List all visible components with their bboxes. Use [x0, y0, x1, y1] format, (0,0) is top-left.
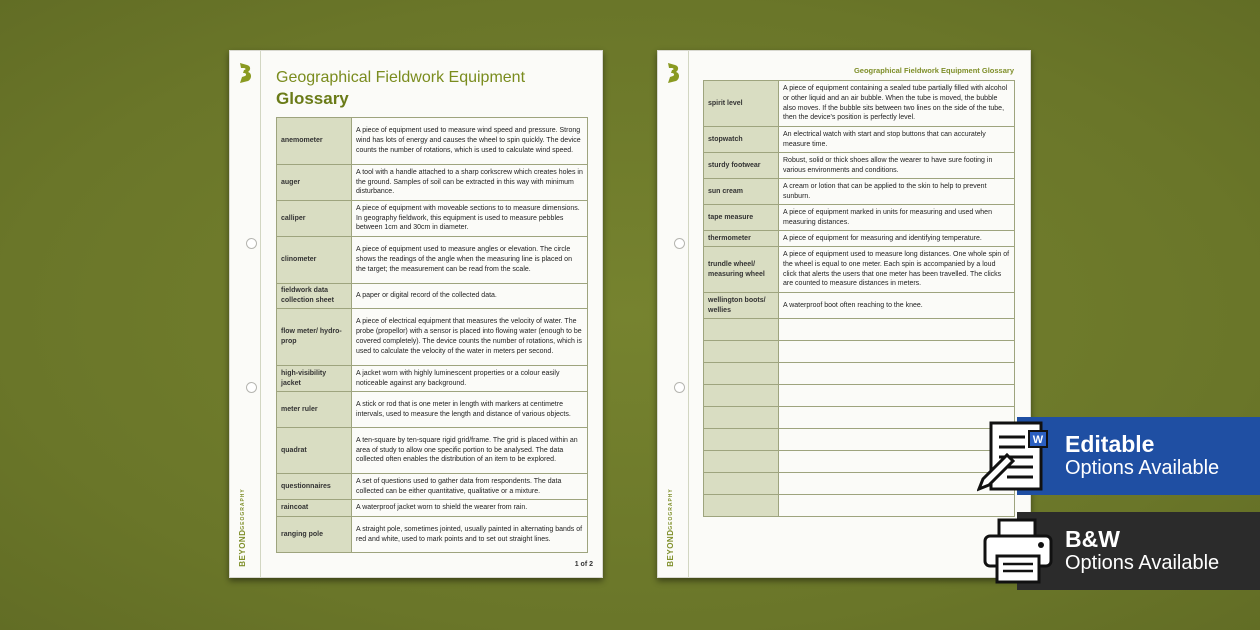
glossary-term: quadrat — [277, 428, 352, 474]
worksheet-page-1 — [229, 50, 603, 578]
bw-title: B&W — [1065, 526, 1120, 552]
glossary-term: trundle wheel/ measuring wheel — [704, 247, 779, 293]
table-row — [277, 201, 588, 237]
glossary-term: raincoat — [277, 500, 352, 517]
empty-definition-cell — [779, 385, 1015, 407]
glossary-definition: A piece of equipment marked in units for measuring and used when measuring distances. — [779, 205, 1015, 231]
editable-banner[interactable] — [1017, 417, 1260, 495]
glossary-term: thermometer — [704, 231, 779, 247]
glossary-definition: A piece of equipment used to measure wind speed and pressure. Strong wind has lots of energy and causes the wheel to spin quickly. The device counts the number of rotations, which is used to calculate wind speed. — [352, 118, 588, 165]
empty-row — [704, 451, 1015, 473]
printer-icon — [981, 518, 1057, 584]
empty-term-cell — [704, 341, 779, 363]
table-row — [277, 284, 588, 309]
brand-label: BEYONDGEOGRAPHY — [666, 488, 675, 567]
page-header: Geographical Fieldwork Equipment Glossary — [853, 66, 1014, 75]
empty-row — [704, 407, 1015, 429]
table-row — [704, 247, 1015, 293]
glossary-definition: A piece of equipment containing a sealed tube partially filled with alcohol or other liquid and an air bubble. When the tube is moved, the bubble also moves. If the bubble sits between two lines on the side of the tube, then the device's position is perfectly level. — [779, 81, 1015, 127]
glossary-table — [703, 80, 1015, 517]
table-row — [277, 428, 588, 474]
table-row — [277, 474, 588, 500]
glossary-term: wellington boots/ wellies — [704, 293, 779, 319]
glossary-term: questionnaires — [277, 474, 352, 500]
empty-row — [704, 341, 1015, 363]
empty-term-cell — [704, 451, 779, 473]
beyond-logo-icon — [665, 62, 681, 84]
brand-label: BEYONDGEOGRAPHY — [238, 488, 247, 567]
glossary-term: ranging pole — [277, 517, 352, 553]
worksheet-page-2 — [657, 50, 1031, 578]
glossary-term: sturdy footwear — [704, 153, 779, 179]
svg-text:W: W — [1032, 434, 1044, 446]
empty-term-cell — [704, 363, 779, 385]
table-row — [277, 118, 588, 165]
glossary-definition: A cream or lotion that can be applied to the skin to help to prevent sunburn. — [779, 179, 1015, 205]
punch-hole — [674, 382, 685, 393]
side-strip — [230, 51, 261, 577]
glossary-term: flow meter/ hydro-prop — [277, 309, 352, 366]
side-strip — [658, 51, 689, 577]
glossary-term: tape measure — [704, 205, 779, 231]
empty-term-cell — [704, 429, 779, 451]
empty-row — [704, 473, 1015, 495]
table-row — [704, 231, 1015, 247]
glossary-definition: A tool with a handle attached to a sharp corkscrew which creates holes in the ground. Samples of soil can be extracted in this way with minimum disturbance. — [352, 165, 588, 201]
glossary-term: meter ruler — [277, 392, 352, 428]
empty-term-cell — [704, 495, 779, 517]
table-row — [277, 165, 588, 201]
glossary-definition: A stick or rod that is one meter in length with markers at centimetre intervals, used to measure the length and distance of various objects. — [352, 392, 588, 428]
glossary-definition: A piece of equipment used to measure angles or elevation. The circle shows the readings of the angle when the measuring line is placed on the target; the measurement can be read from the scale. — [352, 237, 588, 284]
empty-term-cell — [704, 407, 779, 429]
glossary-definition: A straight pole, sometimes jointed, usually painted in alternating bands of red and white, used to mark points and to set out straight lines. — [352, 517, 588, 553]
glossary-definition: A set of questions used to gather data from respondents. The data collected can be either quantitative, qualitative or a mixture. — [352, 474, 588, 500]
empty-term-cell — [704, 385, 779, 407]
page-title: Geographical Fieldwork Equipment — [276, 69, 526, 86]
glossary-definition: A waterproof jacket worn to shield the wearer from rain. — [352, 500, 588, 517]
table-row — [277, 517, 588, 553]
bw-banner[interactable] — [1017, 512, 1260, 590]
table-row — [277, 309, 588, 366]
table-row — [704, 179, 1015, 205]
glossary-definition: Robust, solid or thick shoes allow the wearer to have sure footing in various environments and conditions. — [779, 153, 1015, 179]
table-row — [277, 237, 588, 284]
editable-subtitle: Options Available — [1065, 457, 1220, 479]
empty-definition-cell — [779, 341, 1015, 363]
glossary-term: fieldwork data collection sheet — [277, 284, 352, 309]
glossary-definition: A paper or digital record of the collected data. — [352, 284, 588, 309]
empty-row — [704, 385, 1015, 407]
punch-hole — [674, 238, 685, 249]
punch-hole — [246, 238, 257, 249]
empty-term-cell — [704, 473, 779, 495]
glossary-term: clinometer — [277, 237, 352, 284]
empty-definition-cell — [779, 495, 1015, 517]
empty-row — [704, 319, 1015, 341]
empty-row — [704, 429, 1015, 451]
glossary-definition: A waterproof boot often reaching to the knee. — [779, 293, 1015, 319]
table-row — [277, 392, 588, 428]
glossary-term: calliper — [277, 201, 352, 237]
page-number: 1 of 2 — [574, 561, 593, 568]
glossary-definition: An electrical watch with start and stop buttons that can accurately measure time. — [779, 127, 1015, 153]
glossary-table — [276, 117, 588, 553]
glossary-term: stopwatch — [704, 127, 779, 153]
table-row — [704, 205, 1015, 231]
glossary-term: sun cream — [704, 179, 779, 205]
empty-row — [704, 495, 1015, 517]
page-subtitle: Glossary — [276, 89, 349, 108]
glossary-term: spirit level — [704, 81, 779, 127]
empty-definition-cell — [779, 319, 1015, 341]
empty-definition-cell — [779, 363, 1015, 385]
glossary-definition: A piece of equipment used to measure long distances. One whole spin of the wheel is equal to one meter. Each spin is accompanied by a loud click that alerts the users that one meter has been travelled. The clicks are counted to measure distances in meters. — [779, 247, 1015, 293]
beyond-logo-icon — [237, 62, 253, 84]
glossary-definition: A jacket worn with highly luminescent properties or a colour easily noticeable against any background. — [352, 366, 588, 392]
glossary-term: anemometer — [277, 118, 352, 165]
glossary-term: auger — [277, 165, 352, 201]
editable-title: Editable — [1065, 431, 1155, 457]
table-row — [704, 153, 1015, 179]
table-row — [704, 293, 1015, 319]
empty-term-cell — [704, 319, 779, 341]
editable-document-icon — [977, 421, 1057, 493]
glossary-definition: A piece of equipment for measuring and identifying temperature. — [779, 231, 1015, 247]
glossary-definition: A piece of electrical equipment that measures the velocity of water. The probe (propellor) with a sensor is placed into flowing water (enough to be covered completely). The device counts the number of rotations, which is used to calculate the velocity of the water in meters per second. — [352, 309, 588, 366]
table-row — [277, 500, 588, 517]
table-row — [704, 81, 1015, 127]
glossary-definition: A piece of equipment with moveable sections to to measure dimensions. In geography fieldwork, this equipment is used to measure pebbles between 1cm and 30cm in diameter. — [352, 201, 588, 237]
bw-subtitle: Options Available — [1065, 552, 1220, 574]
empty-row — [704, 363, 1015, 385]
punch-hole — [246, 382, 257, 393]
table-row — [704, 127, 1015, 153]
table-row — [277, 366, 588, 392]
glossary-definition: A ten-square by ten-square rigid grid/frame. The grid is placed within an area of study to allow one specific portion to be analysed. The data collected often enables the distribution of an item to be explored. — [352, 428, 588, 474]
glossary-term: high-visibility jacket — [277, 366, 352, 392]
